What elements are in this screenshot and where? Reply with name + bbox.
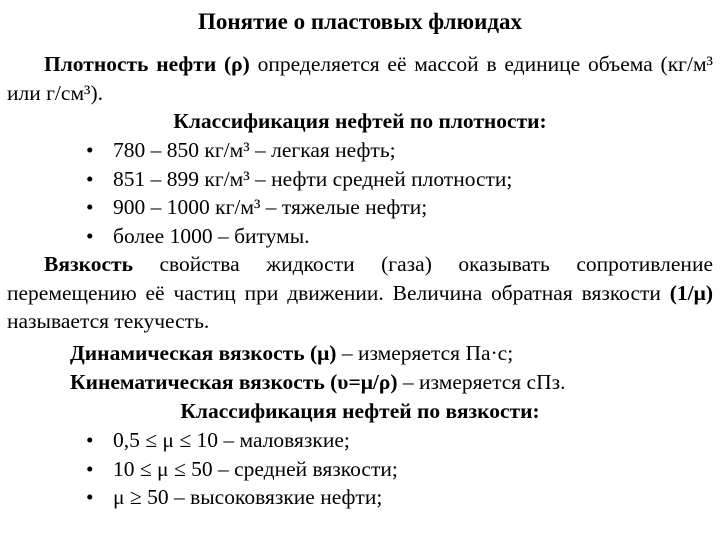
kinematic-viscosity-text: – измеряется сПз. (397, 370, 566, 394)
list-item (0, 455, 720, 484)
dynamic-viscosity-term: Динамическая вязкость (μ) (70, 341, 337, 365)
density-term: Плотность нефти (ρ) (44, 52, 250, 76)
bullet-icon: • (86, 223, 94, 248)
list-item (0, 136, 720, 165)
density-definition: определяется её массой в единице объема (кг/м³ или г/см³). (7, 52, 713, 105)
bullet-icon: • (86, 138, 94, 162)
list-item-text: 851 – 899 кг/м³ – нефти средней плотности; (113, 166, 513, 191)
kinematic-viscosity-line (70, 368, 565, 397)
list-item-text: 780 – 850 кг/м³ – легкая нефть; (113, 138, 396, 162)
list-item-text: 900 – 1000 кг/м³ – тяжелые нефти; (113, 195, 428, 219)
kinematic-viscosity-term: Кинематическая вязкость (υ=μ/ρ) (70, 370, 398, 394)
slide-title: Понятие о пластовых флюидах (198, 9, 522, 34)
bullet-icon: • (86, 428, 94, 452)
bullet-icon: • (86, 166, 94, 191)
list-item-text: 0,5 ≤ μ ≤ 10 – маловязкие; (113, 428, 350, 452)
list-item-text: 10 ≤ μ ≤ 50 – средней вязкости; (113, 456, 398, 481)
list-item (0, 426, 720, 455)
density-classification-list (0, 136, 720, 250)
viscosity-paragraph (7, 250, 713, 336)
list-item-text: более 1000 – битумы. (113, 223, 310, 248)
bullet-icon: • (86, 485, 94, 509)
density-paragraph (7, 50, 713, 107)
bullet-icon: • (86, 195, 94, 219)
fluidity-term: (1/μ) (669, 280, 713, 305)
list-item (0, 222, 720, 251)
fluidity-text: называется текучесть. (7, 309, 210, 333)
viscosity-term: Вязкость (44, 252, 133, 276)
list-item (0, 483, 720, 512)
bullet-icon: • (86, 456, 94, 481)
dynamic-viscosity-text: – измеряется Па·с; (336, 341, 514, 365)
list-item (0, 165, 720, 194)
list-item-text: μ ≥ 50 – высоковязкие нефти; (113, 485, 383, 509)
viscosity-classification-heading: Классификация нефтей по вязкости: (180, 399, 540, 423)
dynamic-viscosity-line (70, 339, 513, 368)
viscosity-definition: свойства жидкости (газа) оказывать сопротивление перемещению её частиц при движении. Величина обратная вязкости (7, 252, 713, 305)
list-item (0, 193, 720, 222)
density-classification-heading: Классификация нефтей по плотности: (173, 109, 547, 133)
viscosity-classification-list (0, 426, 720, 512)
